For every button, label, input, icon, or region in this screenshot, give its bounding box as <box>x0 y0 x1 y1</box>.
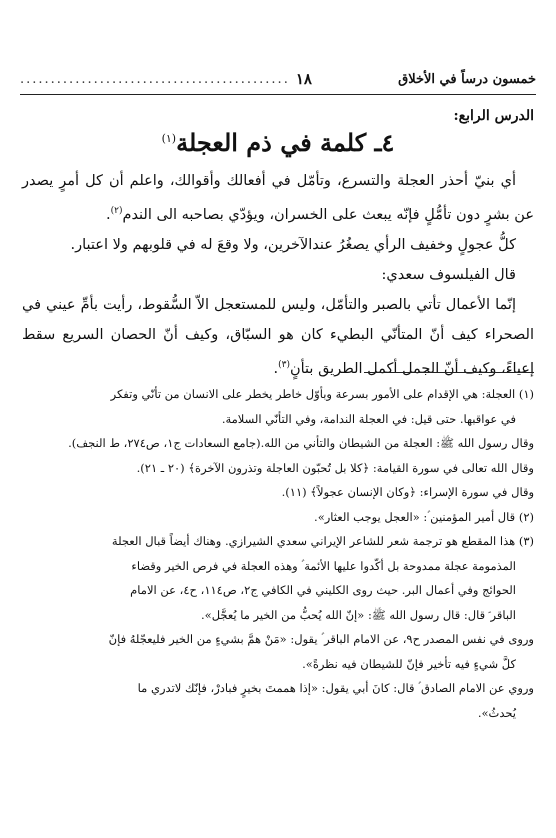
footnotes <box>22 382 534 725</box>
page-number: ١٨ <box>295 70 312 88</box>
paragraph-1-text: أي بنيّ أحذر العجلة والتسرع، وتأمّل في أفعالك وأقوالك، واعلم أن كل أمرٍ يصدر عن بشرٍ دون تأمُّلٍ فإنّه يبعث على الخسران، ويؤدّي بصاحبه الى الندم <box>22 173 534 223</box>
footnote-3-line-6: كلَّ شيءٍ فيه تأخير فإنّ للشيطان فيه نظرةً». <box>302 656 516 671</box>
header-rule <box>20 94 536 95</box>
page-number-group <box>20 70 312 88</box>
paragraph-1: أي بنيّ أحذر العجلة والتسرع، وتأمّل في أفعالك وأقوالك، واعلم أن كل أمرٍ يصدر عن بشرٍ دون تأمُّلٍ فإنّه يبعث على الخسران، ويؤدّي بصاحبه الى الندم$^{(٢)}$. <box>22 173 534 223</box>
paragraph-4: إنّما الأعمال تأتي بالصبر والتأمّل، وليس للمستعجل الاّ السُّقوط، رأيت بأمِّ عيني في الصحراء كيف أنّ المتأنّي البطيء كان هو السبّاق، وكيف أنّ الحصان السريع سقط إعياءً، وكيف أنّ الجمل أكمل الطريق بتأنٍ$^{(٣)}$. <box>22 296 534 377</box>
footnote-3-line-2: المذمومة عجلة ممدوحة بل أكّدوا عليها الأئمة ؑ وهذه العجلة في فرص الخير وقضاء <box>131 558 516 573</box>
paragraph-4-footnote-ref: (٣) <box>278 359 290 370</box>
footnote-3-line-5: وروى في نفس المصدر ح٩، عن الامام الباقر ؑ يقول: «مَنْ همَّ بشيءٍ من الخير فليعجّلهُ فإنّ <box>108 632 534 646</box>
footnote-1-line-5: وقال في سورة الإسراء: ﴿وكان الإنسان عجولاً﴾ (١١). <box>281 485 534 499</box>
footnote-1-line-2: في عواقبها. حتى قيل: في العجلة الندامة، وفي التأنّي السلامة. <box>221 411 516 426</box>
footnote-3-line-4: الباقر ؑ قال: قال رسول الله ﷺ: «إنّ الله يُحبُّ من الخير ما يُعجَّل». <box>201 607 516 622</box>
footnote-rule <box>364 372 534 373</box>
footnote-3-line-7: وروي عن الامام الصادق ؑ قال: كانَ أبي يقول: «إذا هممتَ بخيرٍ فبادرْ، فإنّك لاتدري ما <box>137 681 534 695</box>
footnote-2: (٢) قال أمير المؤمنين ؑ: «العجل يوجب العثار». <box>314 509 534 524</box>
footnote-1-line-1: (١) العجلة: هي الإقدام على الأمور بسرعة وبأوّل خاطر يخطر على الانسان من تأنّي وتفكر <box>110 387 534 401</box>
footnote-3-line-8: يُحدثُ». <box>477 705 516 720</box>
paragraph-1-footnote-ref: (٢) <box>110 206 123 216</box>
leader-dots: ............................................ <box>20 71 290 87</box>
footnote-1-line-4: وقال الله تعالى في سورة القيامة: ﴿كلا بل تُحبّون العاجلة وتذرون الآخرة﴾ (٢٠ ـ ٢١). <box>136 460 534 475</box>
footnote-3-line-1: (٣) هذا المقطع هو ترجمة شعر للشاعر الإيراني سعدي الشيرازي. وهناك أيضاً قبال العجلة <box>111 534 534 548</box>
paragraph-2: كلُّ عجولٍ وخفيف الرأي يصغُرُ عندالآخرين، ولا وقعَ له في قلوبهم ولا اعتبار. <box>70 236 516 253</box>
paragraph-4-text: إنّما الأعمال تأتي بالصبر والتأمّل، وليس للمستعجل الاّ السُّقوط، رأيت بأمِّ عيني في الصحراء كيف أنّ المتأنّي البطيء كان هو السبّاق، وكيف أنّ الحصان السريع سقط إعياءً، وكيف أنّ الجمل أكمل الطريق بتأنٍ <box>22 296 534 377</box>
body-text <box>22 166 534 384</box>
title-footnote-ref: (١) <box>161 132 177 145</box>
book-title: خمسون درساً في الأخلاق <box>398 71 536 87</box>
footnote-3-line-3: الحوائج وفي أعمال البر. حيث روى الكليني في الكافي ج٢، ص١١٤، ح٤، عن الامام <box>130 583 516 597</box>
running-header <box>20 66 536 92</box>
lesson-title <box>0 128 556 157</box>
lesson-title-text: ٤ـ كلمة في ذم العجلة <box>176 128 395 157</box>
paragraph-3: قال الفيلسوف سعدي: <box>381 266 516 283</box>
lesson-label: الدرس الرابع: <box>453 108 534 124</box>
footnote-1-line-3: وقال رسول الله ﷺ: العجلة من الشيطان والتأني من الله.(جامع السعادات ج١، ص٢٧٤، ط النجف). <box>68 436 534 450</box>
